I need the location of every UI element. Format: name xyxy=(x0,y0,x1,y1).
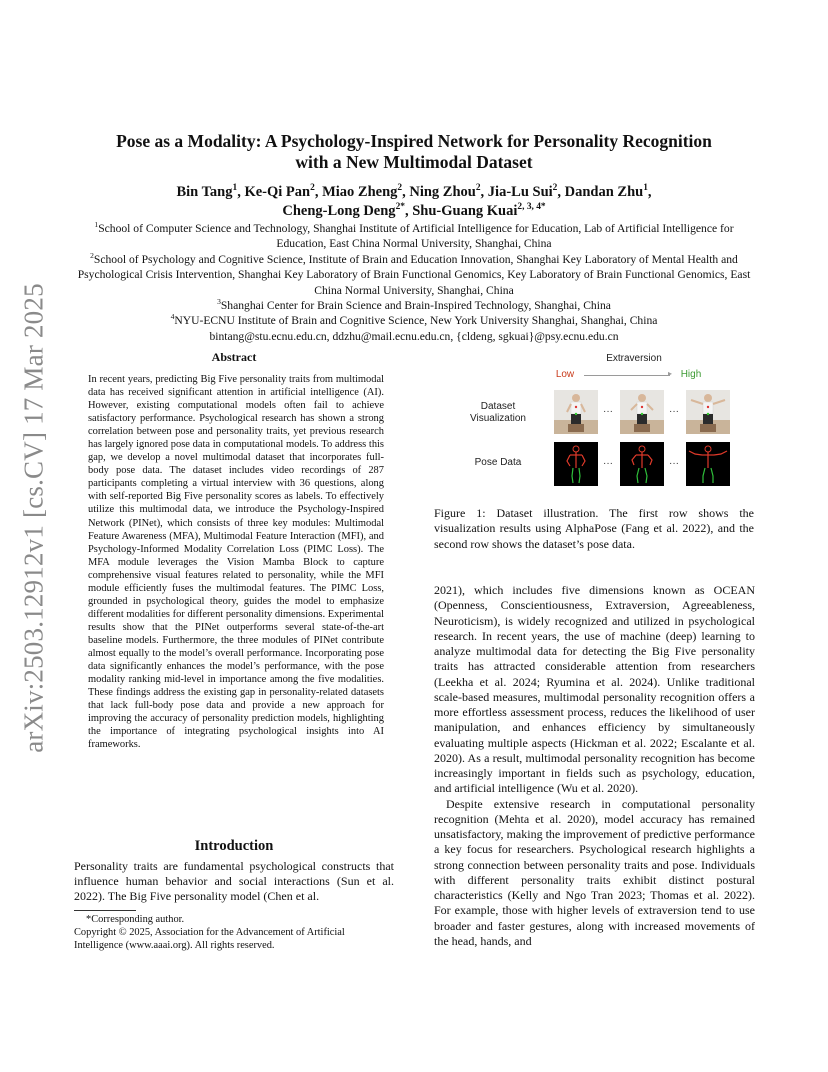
affiliation: $^3$Shanghai Center for Brain Science and Brain-Inspired Technology, Shanghai, China xyxy=(217,297,611,313)
arxiv-stamp xyxy=(14,278,54,758)
figure-dataset-illustration xyxy=(434,350,754,500)
title-line-2: with a New Multimodal Dataset xyxy=(295,152,533,172)
author-list xyxy=(60,183,768,221)
copyright-note: Copyright © 2025, Association for the Advancement of Artificial Intelligence (www.aaai.org). All rights reserved. xyxy=(74,927,345,951)
footnotes xyxy=(74,913,394,952)
affiliation: $^2$School of Psychology and Cognitive Science, Institute of Brain and Education Innovation, Shanghai Key Laboratory of Mental Health and Psychological Crisis Intervention, Shanghai Key Laboratory of Brain Functional Genomics, Key Laboratory of Brain Functional Genomics, East China Normal University, Shanghai, China xyxy=(77,250,751,297)
participant-photo-mid xyxy=(620,390,664,434)
footnote-rule xyxy=(74,910,136,911)
abstract-heading: Abstract xyxy=(211,350,257,364)
affiliation: $^1$School of Computer Science and Technology, Shanghai Institute of Artificial Intelligence for Education, Lab of Artificial Intelligence for Education, East China Normal University, Shanghai, China xyxy=(94,220,734,251)
email-list[interactable]: bintang@stu.ecnu.edu.cn, ddzhu@mail.ecnu.edu.cn, {cldeng, sgkuai}@psy.ecnu.edu.cn xyxy=(209,329,619,343)
figure-low-label: Low xyxy=(555,369,575,380)
title-line-1: Pose as a Modality: A Psychology-Inspired Network for Personality Recognition xyxy=(116,131,712,151)
author-line-1 xyxy=(60,183,768,202)
author: Ning Zhou$^2$, xyxy=(409,183,488,200)
pose-skeleton-high xyxy=(686,442,730,486)
figure-row-label-dataset: Dataset xyxy=(480,401,516,412)
right-column-text xyxy=(434,583,755,949)
author: Ke-Qi Pan$^2$, xyxy=(244,183,323,200)
paper-title xyxy=(60,131,768,173)
figure-high-label: High xyxy=(680,369,702,380)
pose-skeleton-mid xyxy=(620,442,664,486)
author: Miao Zheng$^2$, xyxy=(322,183,410,200)
affiliations xyxy=(70,221,758,344)
author: Jia-Lu Sui$^2$, xyxy=(487,183,565,200)
paragraph: Despite extensive research in computational personality recognition (Mehta et al. 2020), model accuracy has remained unsatisfactory, making the improvement of predictive performance a key focus for researchers. Psychological research highlights a strong connection between personality traits and pose. Individuals with different personality traits exhibit distinct postural characteristics (Kelly and Ngo Tran 2023; Thomas et al. 2022). For example, those with higher levels of extraversion tend to use broader and faster gestures, along with increased movements of the head, hands, and xyxy=(434,796,755,948)
figure-arrow-line xyxy=(584,375,670,376)
author: Cheng-Long Deng$^{2*}$, xyxy=(282,202,413,219)
figure-ellipsis: ··· xyxy=(603,406,613,417)
figure-row-label-visualization: Visualization xyxy=(470,413,526,424)
figure-caption: Figure 1: Dataset illustration. The first row shows the visualization results using AlphaPose (Fang et al. 2022), and the second row shows the dataset’s pose data. xyxy=(434,506,754,551)
introduction-text: Personality traits are fundamental psychological constructs that influence human behavior and social interactions (Sun et al. 2022). The Big Five personality model (Chen et al. xyxy=(74,859,394,904)
arxiv-id: arXiv:2503.12912v1 [cs.CV] 17 Mar 2025 xyxy=(18,283,49,753)
author-line-2 xyxy=(60,202,768,221)
participant-photo-high xyxy=(686,390,730,434)
figure-extraversion-label: Extraversion xyxy=(606,353,662,364)
figure-ellipsis: ··· xyxy=(603,458,613,469)
corresponding-author-note: *Corresponding author. xyxy=(86,914,185,925)
pose-skeleton-low xyxy=(554,442,598,486)
figure-ellipsis: ··· xyxy=(669,406,679,417)
participant-photo-low xyxy=(554,390,598,434)
introduction-heading: Introduction xyxy=(194,838,274,854)
abstract-text: In recent years, predicting Big Five personality traits from multimodal data has received significant attention in artificial intelligence (AI). However, existing computational models often fail to achieve satisfactory performance. Psychological research has shown a strong correlation between pose and personality traits, yet previous research has largely ignored pose data in computational models. To address this gap, we develop a novel multimodal dataset that incorporates full-body pose data. The dataset includes video recordings of 287 participants completing a virtual interview with 36 questions, along with self-reported Big Five personality scores as labels. To effectively utilize this multimodal data, we introduce the Psychology-Inspired Network (PINet), which consists of three key modules: Multimodal Feature Awareness (MFA), Multimodal Feature Interaction (MFI), and Psychology-Informed Modality Correlation Loss (PIMC Loss). The MFA module leverages the Vision Mamba Block to capture comprehensive visual features related to personality, while the MFI module efficiently fuses the multimodal features. The PIMC Loss, grounded in psychological theory, guides the model to emphasize different modalities for different personality dimensions. Experimental results show that the PINet outperforms several state-of-the-art baseline models. Furthermore, the three modules of PINet contribute almost equally to the model’s overall performance. Incorporating pose data significantly enhances the model’s performance, with the pose modality ranking mid-level in importance among the five modalities. These findings address the existing gap in personality-related datasets that lack full-body pose data and provide a new approach for improving the accuracy of personality prediction models, highlighting the importance of integrating psychological insights into AI frameworks. xyxy=(88,374,384,751)
figure-row-label-pose: Pose Data xyxy=(474,457,522,468)
author: Shu-Guang Kuai$^{2, 3, 4*}$ xyxy=(412,202,546,219)
author: Dandan Zhu$^1$, xyxy=(564,183,652,200)
figure-arrow-head-icon: ▸ xyxy=(667,369,672,378)
figure-ellipsis: ··· xyxy=(669,458,679,469)
author: Bin Tang$^1$, xyxy=(176,183,245,200)
affiliation: $^4$NYU-ECNU Institute of Brain and Cognitive Science, New York University Shanghai, Shanghai, China xyxy=(170,312,658,328)
paragraph: 2021), which includes five dimensions known as OCEAN (Openness, Conscientiousness, Extraversion, Agreeableness, Neuroticism), is widely recognized and utilized in psychological research. In recent years, the use of machine (deep) learning to analyze multimodal data for detecting the Big Five personality traits has attracted considerable attention from researchers (Leekha et al. 2024; Ryumina et al. 2024). Unlike traditional scale-based measures, multimodal personality recognition offers a more effortless assessment process, reduces the likelihood of user manipulation, and enhances efficiency by simultaneously evaluating multiple aspects (Hickman et al. 2022; Escalante et al. 2020). As a result, multimodal personality recognition has become increasingly important in fields such as psychology, education, and artificial intelligence (Wu et al. 2020). xyxy=(434,583,755,796)
